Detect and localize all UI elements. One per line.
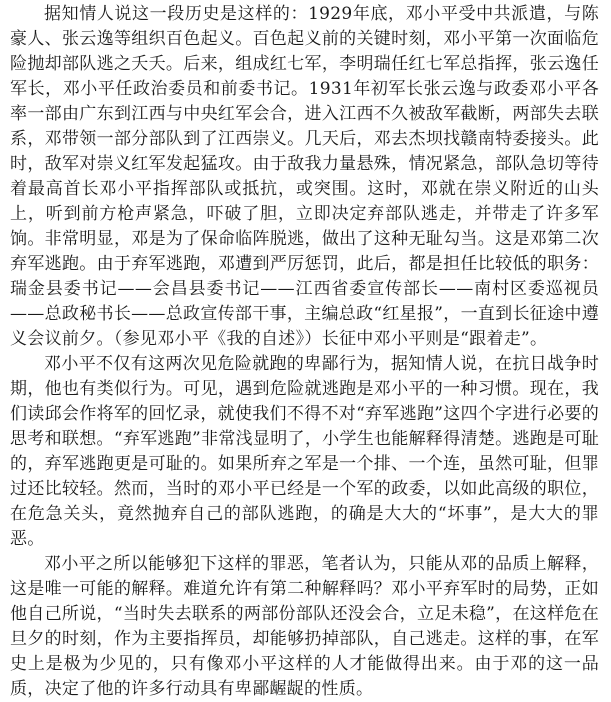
paragraph-3: 邓小平之所以能够犯下这样的罪恶，笔者认为，只能从邓的品质上解释，这是唯一可能的解释。难道允许有第二种解释吗？邓小平弃军时的局势，正如他自己所说，“当时失去联系的两部份部队还没会合，立足未稳”，在这样危在旦夕的时刻，作为主要指挥员，却能够扔掉部队，自己逃走。这样的事，在军史上是极为少见的，只有像邓小平这样的人才能做得出来。由于邓的这一品质，决定了他的许多行动具有卑鄙龌龊的性质。 bbox=[10, 554, 599, 699]
paragraph-1: 据知情人说这一段历史是这样的：1929年底，邓小平受中共派遣，与陈豪人、张云逸等组织百色起义。百色起义前的关键时刻，邓小平第一次面临危险抛却部队逃之夭夭。后来，组成红七军，李明瑞任红七军总指挥，张云逸任军长，邓小平任政治委员和前委书记。1931年初军长张云逸与政委邓小平各率一部由广东到江西与中央红军会合，进入江西不久被敌军截断，两部失去联系，邓带领一部分部队到了江西崇义。几天后，邓去杰坝找赣南特委接头。此时，敌军对崇义红军发起猛攻。由于敌我力量悬殊，情况紧急，部队急切等待着最高首长邓小平指挥部队或抵抗，或突围。这时，邓就在崇义附近的山头上，听到前方枪声紧急，吓破了胆，立即决定弃部队逃走，并带走了许多军饷。非常明显，邓是为了保命临阵脱逃，做出了这种无耻勾当。这是邓第二次弃军逃跑。由于弃军逃跑，邓遭到严厉惩罚，此后，都是担任比较低的职务：瑞金县委书记——会昌县委书记——江西省委宣传部长——南村区委巡视员——总政秘书长——总政宣传部干事，主编总政“红星报”，一直到长征途中遵义会议前夕。（参见邓小平《我的自述》）长征中邓小平则是“跟着走”。 bbox=[10, 4, 599, 349]
paragraph-2: 邓小平不仅有这两次见危险就跑的卑鄙行为，据知情人说，在抗日战争时期，他也有类似行为。可见，遇到危险就逃跑是邓小平的一种习惯。现在，我们读邱会作将军的回忆录，就使我们不得不对“弃军逃跑”这四个字进行必要的思考和联想。“弃军逃跑”非常浅显明了，小学生也能解释得清楚。逃跑是可耻的，弃军逃跑更是可耻的。如果所弃之军是一个排、一个连，虽然可耻，但罪过还比较轻。然而，当时的邓小平已经是一个军的政委，以如此高级的职位，在危急关头，竟然抛弃自己的部队逃跑，的确是大大的“坏事”，是大大的罪恶。 bbox=[10, 354, 599, 549]
